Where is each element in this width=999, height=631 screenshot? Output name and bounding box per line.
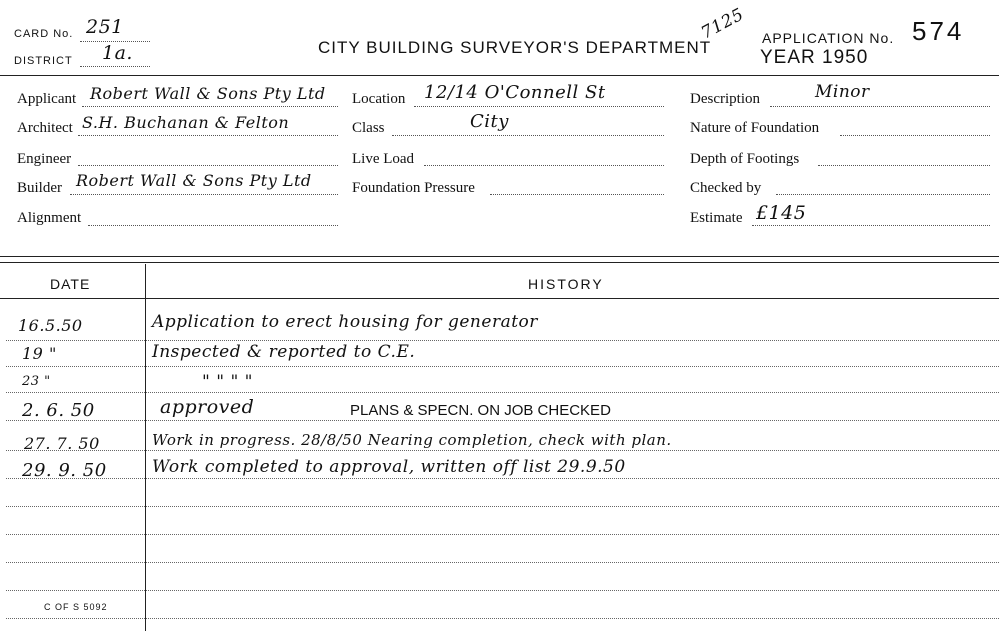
ruled-line (6, 340, 999, 341)
table-top-rule (0, 256, 999, 257)
description-label: Description (690, 91, 760, 107)
header-rule (0, 75, 999, 76)
year-label: YEAR 1950 (760, 47, 869, 68)
foundation-pressure-label: Foundation Pressure (352, 180, 475, 196)
live-load-line (424, 165, 664, 166)
row-2-history: Inspected & reported to C.E. (152, 342, 416, 362)
ruled-line (6, 366, 999, 367)
location-value: 12/14 O'Connell St (424, 82, 606, 103)
architect-label: Architect (17, 120, 73, 136)
ruled-line (6, 618, 999, 619)
architect-value: S.H. Buchanan & Felton (82, 113, 290, 132)
ruled-line (6, 590, 999, 591)
department-title: CITY BUILDING SURVEYOR'S DEPARTMENT (318, 38, 712, 57)
district-label: DISTRICT (14, 55, 73, 67)
district-line (80, 66, 150, 67)
class-label: Class (352, 120, 385, 136)
class-line (392, 135, 664, 136)
date-column-header: DATE (50, 276, 91, 292)
form-number: C OF S 5092 (44, 602, 108, 612)
builder-line (70, 194, 338, 195)
engineer-label: Engineer (17, 151, 72, 167)
row-4-date: 2. 6. 50 (22, 400, 95, 421)
card-no-value: 251 (86, 16, 124, 38)
ruled-line (6, 506, 999, 507)
row-6-history: Work completed to approval, written off list 29.9.50 (152, 457, 626, 477)
estimate-line (752, 225, 990, 226)
class-value: City (470, 111, 509, 132)
live-load-label: Live Load (352, 151, 415, 167)
alignment-label: Alignment (17, 210, 82, 226)
engineer-line (78, 165, 338, 166)
foundation-pressure-line (490, 194, 664, 195)
row-4-history: approved (160, 396, 255, 418)
ruled-line (6, 534, 999, 535)
table-top-rule-2 (0, 262, 999, 263)
district-value: 1a. (102, 42, 133, 64)
depth-of-footings-label: Depth of Footings (690, 151, 800, 167)
description-line (770, 106, 990, 107)
ruled-line (6, 478, 999, 479)
location-label: Location (352, 91, 406, 107)
builder-value: Robert Wall & Sons Pty Ltd (76, 171, 312, 190)
estimate-value: £145 (756, 202, 807, 224)
architect-line (78, 135, 338, 136)
location-line (414, 106, 664, 107)
row-1-date: 16.5.50 (18, 316, 83, 335)
application-no-value: 574 (912, 16, 965, 46)
approval-stamp: PLANS & SPECN. ON JOB CHECKED (350, 402, 611, 419)
applicant-value: Robert Wall & Sons Pty Ltd (90, 84, 326, 103)
row-3-history: " " " " (202, 372, 253, 392)
ruled-line (6, 420, 999, 421)
ruled-line (6, 392, 999, 393)
row-3-date: 23 " (22, 374, 51, 389)
table-header-rule (0, 298, 999, 299)
estimate-label: Estimate (690, 210, 743, 226)
table-column-divider (145, 264, 146, 631)
row-5-date: 27. 7. 50 (24, 434, 100, 453)
row-1-history: Application to erect housing for generator (152, 312, 538, 332)
ruled-line (6, 450, 999, 451)
row-2-date: 19 " (22, 344, 57, 363)
nature-of-foundation-label: Nature of Foundation (690, 120, 820, 136)
card-no-label: CARD No. (14, 28, 74, 40)
description-value: Minor (815, 82, 870, 102)
builder-label: Builder (17, 180, 62, 196)
checked-by-label: Checked by (690, 180, 762, 196)
applicant-line (82, 106, 338, 107)
checked-line (776, 194, 990, 195)
row-5-history: Work in progress. 28/8/50 Nearing completion, check with plan. (152, 431, 672, 449)
application-no-label: APPLICATION No. (762, 30, 895, 46)
ruled-line (6, 562, 999, 563)
history-column-header: HISTORY (528, 276, 604, 292)
margin-note: 7125 (697, 4, 748, 44)
applicant-label: Applicant (17, 91, 77, 107)
nature-line (840, 135, 990, 136)
alignment-line (88, 225, 338, 226)
depth-line (818, 165, 990, 166)
row-6-date: 29. 9. 50 (22, 460, 107, 481)
